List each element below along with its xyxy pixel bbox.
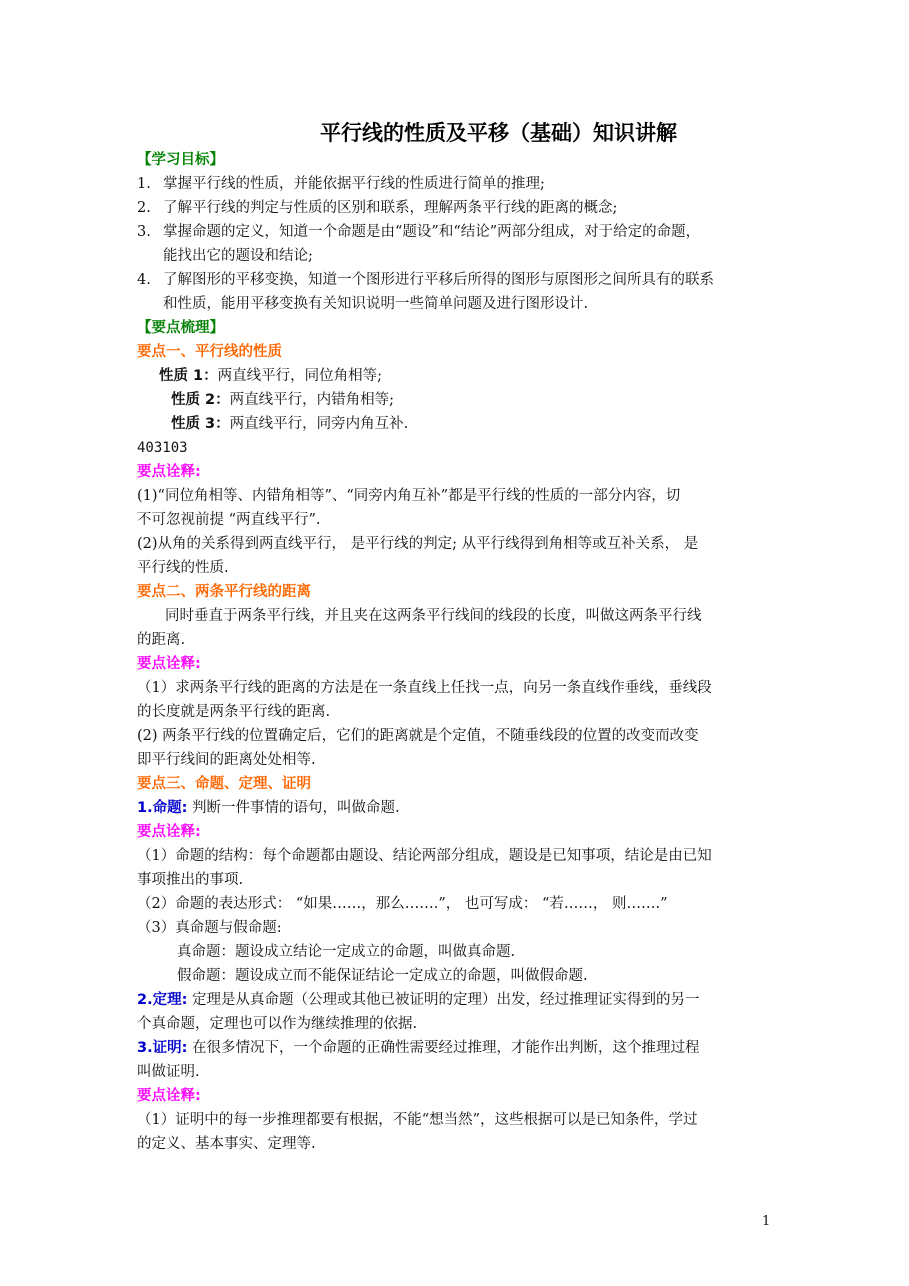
summary-heading: 【要点梳理】: [137, 320, 224, 336]
proof-definition-cont: 叫做证明.: [137, 1064, 200, 1080]
objective-item: 4. 了解图形的平移变换，知道一个图形进行平移后所得的图形与原图形之间所具有的联系 和性质，能用平移变换有关知识说明一些简单问题及进行图形设计.: [137, 268, 777, 316]
true-proposition: 真命题：题设成立结论一定成立的命题，叫做真命题.: [177, 944, 516, 960]
document-body: [137, 148, 777, 1156]
note-text: （1）命题的结构：每个命题都由题设、结论两部分组成，题设是已知事项，结论是由已知: [137, 848, 712, 864]
objective-item: 3. 掌握命题的定义，知道一个命题是由“题设”和“结论”两部分组成，对于给定的命题， 能找出它的题设和结论;: [137, 220, 777, 268]
note-text: 的长度就是两条平行线的距离.: [137, 704, 331, 720]
objective-text-cont: 能找出它的题设和结论;: [163, 248, 313, 264]
point2-body-cont: 的距离.: [137, 632, 186, 648]
point3-note-heading: 要点诠释:: [137, 824, 201, 840]
note-text: （2）命题的表达形式： “如果……，那么…….”， 也可写成： “若……， 则…….”: [137, 896, 668, 912]
theorem-definition-cont: 个真命题，定理也可以作为继续推理的依据.: [137, 1016, 418, 1032]
false-proposition: 假命题：题设成立而不能保证结论一定成立的命题，叫做假命题.: [177, 968, 588, 984]
objective-text: 了解平行线的判定与性质的区别和联系，理解两条平行线的距离的概念;: [163, 200, 618, 216]
proof-definition: 3.证明: 在很多情况下，一个命题的正确性需要经过推理，才能作出判断，这个推理过程: [137, 1040, 700, 1056]
objective-item: 2. 了解平行线的判定与性质的区别和联系，理解两条平行线的距离的概念;: [137, 200, 618, 216]
point1-note-heading: 要点诠释:: [137, 464, 201, 480]
point3-note-heading-2: 要点诠释:: [137, 1088, 201, 1104]
note-text: 即平行线间的距离处处相等.: [137, 752, 316, 768]
proposition-definition: 1.命题: 判断一件事情的语句，叫做命题.: [137, 800, 400, 816]
note-text: 不可忽视前提 “两直线平行”.: [137, 512, 321, 528]
point2-heading: 要点二、两条平行线的距离: [137, 584, 311, 600]
note-text: (2)从角的关系得到两直线平行， 是平行线的判定; 从平行线得到角相等或互补关系， 是: [137, 536, 699, 552]
point1-heading: 要点一、平行线的性质: [137, 344, 282, 360]
objective-item: 1. 掌握平行线的性质，并能依据平行线的性质进行简单的推理;: [137, 176, 545, 192]
note-text: (1)“同位角相等、内错角相等”、“同旁内角互补”都是平行线的性质的一部分内容，切: [137, 488, 681, 504]
property-3: 性质 3：两直线平行，同旁内角互补.: [171, 416, 409, 432]
objective-text: 掌握平行线的性质，并能依据平行线的性质进行简单的推理;: [163, 176, 545, 192]
page-title: 平行线的性质及平移（基础）知识讲解: [320, 121, 677, 145]
objective-text: 掌握命题的定义，知道一个命题是由“题设”和“结论”两部分组成，对于给定的命题，: [163, 224, 701, 240]
note-text: 的定义、基本事实、定理等.: [137, 1136, 316, 1152]
note-text: （1）求两条平行线的距离的方法是在一条直线上任找一点，向另一条直线作垂线，垂线段: [137, 680, 712, 696]
property-1: 性质 1：两直线平行，同位角相等;: [159, 368, 383, 384]
code-number: 403103: [137, 440, 188, 456]
page-number: 1: [762, 1214, 771, 1229]
objectives-heading: 【学习目标】: [137, 152, 224, 168]
note-text: （1）证明中的每一步推理都要有根据，不能“想当然”，这些根据可以是已知条件，学过: [137, 1112, 698, 1128]
note-text: 事项推出的事项.: [137, 872, 244, 888]
objective-text-cont: 和性质，能用平移变换有关知识说明一些简单问题及进行图形设计.: [163, 296, 589, 312]
theorem-definition: 2.定理: 定理是从真命题（公理或其他已被证明的定理）出发，经过推理证实得到的另一: [137, 992, 700, 1008]
note-text: 平行线的性质.: [137, 560, 229, 576]
point2-note-heading: 要点诠释:: [137, 656, 201, 672]
point3-heading: 要点三、命题、定理、证明: [137, 776, 311, 792]
note-text: （3）真命题与假命题:: [137, 920, 282, 936]
point2-body: 同时垂直于两条平行线，并且夹在这两条平行线间的线段的长度，叫做这两条平行线: [165, 608, 702, 624]
property-2: 性质 2：两直线平行，内错角相等;: [171, 392, 395, 408]
note-text: (2) 两条平行线的位置确定后，它们的距离就是个定值，不随垂线段的位置的改变而改变: [137, 728, 699, 744]
objective-text: 了解图形的平移变换，知道一个图形进行平移后所得的图形与原图形之间所具有的联系: [163, 272, 714, 288]
